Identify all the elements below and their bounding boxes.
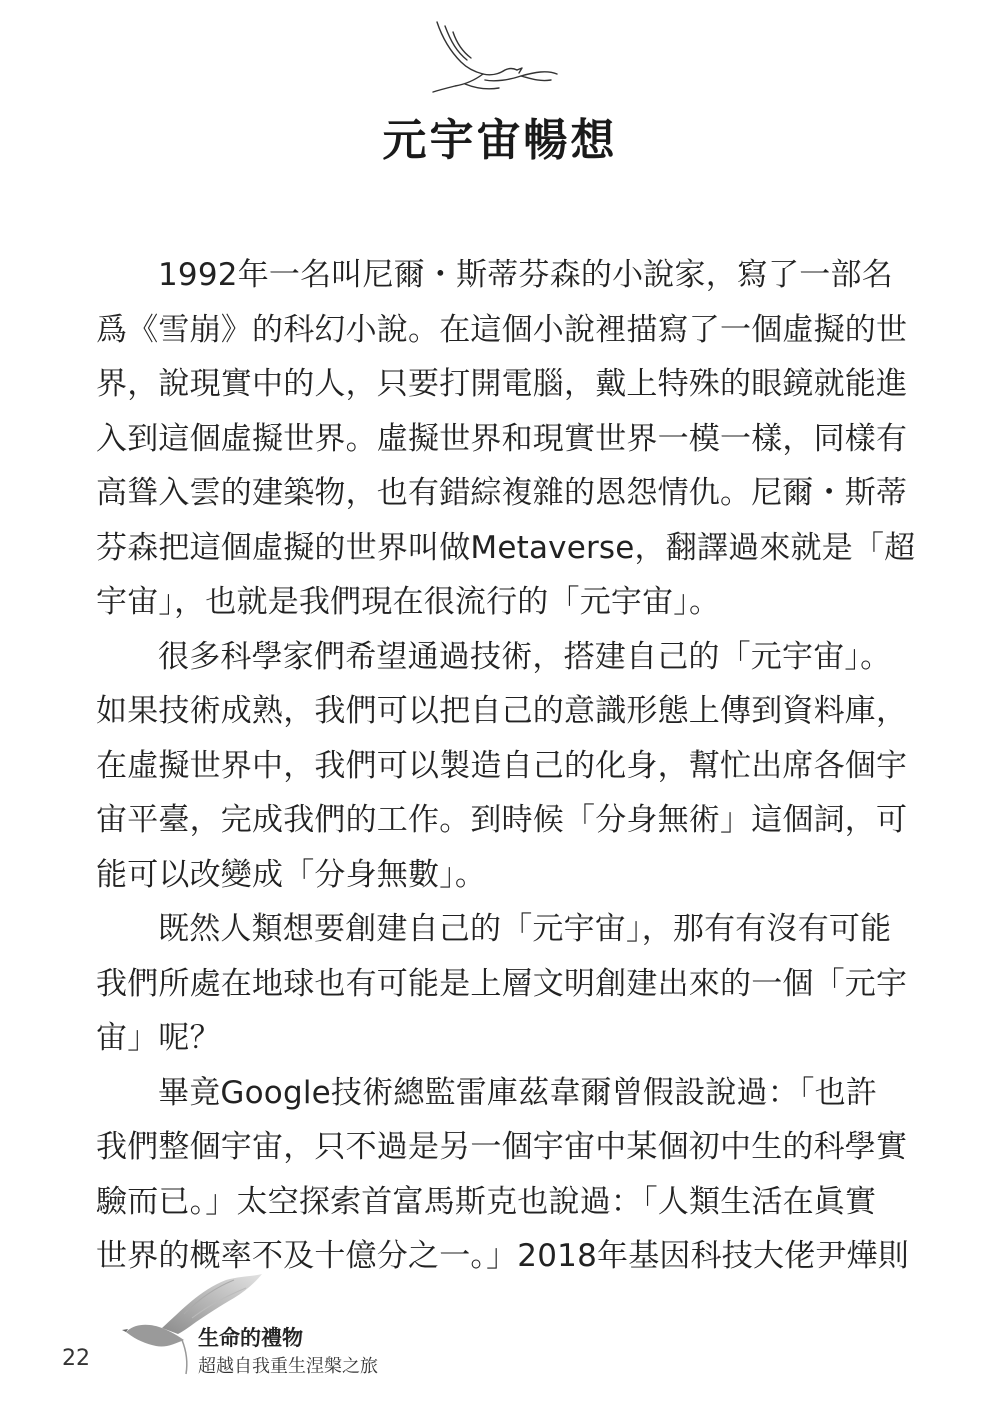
text-line: 畢竟Google技術總監雷庫茲韋爾曾假設說過：「也許 xyxy=(158,1074,878,1111)
paragraph xyxy=(96,902,908,1066)
dove-icon xyxy=(425,18,565,98)
text-line: 很多科學家們希望通過技術，搭建自己的「元宇宙」。 xyxy=(158,638,892,675)
text-line: 在虛擬世界中，我們可以製造自己的化身，幫忙出席各個宇 xyxy=(96,747,908,784)
text-line: 1992年一名叫尼爾・斯蒂芬森的小說家，寫了一部名 xyxy=(158,257,893,293)
text-line: 爲《雪崩》的科幻小說。在這個小說裡描寫了一個虛擬的世 xyxy=(96,311,908,348)
text-line: 我們整個宇宙，只不過是另一個宇宙中某個初中生的科學實 xyxy=(96,1129,908,1165)
text-line: 界，說現實中的人，只要打開電腦，戴上特殊的眼鏡就能進 xyxy=(96,366,908,402)
text-line: 我們所處在地球也有可能是上層文明創建出來的一個「元宇 xyxy=(96,965,908,1002)
text-line: 世界的概率不及十億分之一。」2018年基因科技大佬尹燁則 xyxy=(96,1238,909,1274)
text-line: 宇宙」，也就是我們現在很流行的「元宇宙」。 xyxy=(96,584,721,620)
text-line: 能可以改變成「分身無數」。 xyxy=(96,856,487,893)
text-line: 如果技術成熟，我們可以把自己的意識形態上傳到資料庫， xyxy=(96,693,908,729)
page-number: 22 xyxy=(62,1346,90,1371)
paragraph xyxy=(96,630,908,903)
book-subtitle: 超越自我重生涅槃之旅 xyxy=(198,1356,378,1377)
paragraph xyxy=(96,1066,909,1284)
text-line: 高聳入雲的建築物，也有錯綜複雜的恩怨情仇。尼爾・斯蒂 xyxy=(96,475,908,511)
paragraph xyxy=(96,248,916,630)
text-line: 驗而已。」太空探索首富馬斯克也說過：「人類生活在眞實 xyxy=(96,1183,877,1220)
page-title: 元宇宙暢想 xyxy=(382,115,618,166)
text-line: 宙」呢？ xyxy=(96,1020,221,1056)
text-line: 既然人類想要創建自己的「元宇宙」，那有有沒有可能 xyxy=(158,911,892,947)
body-text xyxy=(96,248,916,1284)
book-title: 生命的禮物 xyxy=(198,1326,303,1350)
text-line: 芬森把這個虛擬的世界叫做Metaverse，翻譯過來就是「超 xyxy=(96,529,916,566)
text-line: 入到這個虛擬世界。虛擬世界和現實世界一模一樣，同樣有 xyxy=(96,420,908,457)
text-line: 宙平臺，完成我們的工作。到時候「分身無術」這個詞，可 xyxy=(96,802,908,838)
